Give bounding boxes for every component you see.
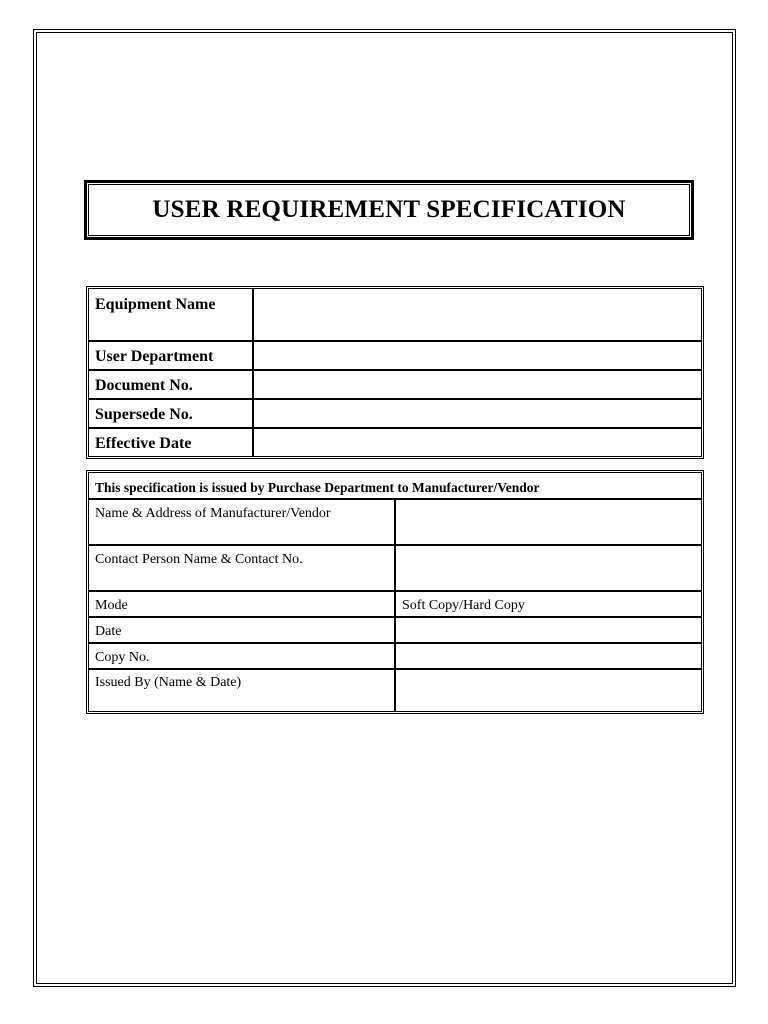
- document-no-value[interactable]: [253, 370, 702, 399]
- user-department-value[interactable]: [253, 341, 702, 370]
- table-row: [88, 669, 702, 712]
- issued-by-value[interactable]: [395, 669, 702, 712]
- contact-person-label: Contact Person Name & Contact No.: [88, 545, 395, 591]
- table-row: [88, 591, 702, 617]
- table-row: [88, 341, 702, 370]
- equipment-name-value[interactable]: [253, 288, 702, 341]
- document-no-label: Document No.: [88, 370, 253, 399]
- copy-no-value[interactable]: [395, 643, 702, 669]
- document-title: USER REQUIREMENT SPECIFICATION: [152, 196, 626, 223]
- table-row: [88, 472, 702, 499]
- equipment-info-table: [86, 286, 704, 459]
- equipment-name-label: Equipment Name: [88, 288, 253, 341]
- date-label: Date: [88, 617, 395, 643]
- table-row: [88, 545, 702, 591]
- supersede-no-value[interactable]: [253, 399, 702, 428]
- issued-by-label: Issued By (Name & Date): [88, 669, 395, 712]
- effective-date-label: Effective Date: [88, 428, 253, 457]
- issue-table-header: This specification is issued by Purchase Department to Manufacturer/Vendor: [88, 472, 702, 499]
- title-box: [84, 180, 694, 240]
- effective-date-value[interactable]: [253, 428, 702, 457]
- table-row: [88, 370, 702, 399]
- table-row: [88, 499, 702, 545]
- manufacturer-address-value[interactable]: [395, 499, 702, 545]
- table-row: [88, 617, 702, 643]
- copy-no-label: Copy No.: [88, 643, 395, 669]
- table-row: [88, 399, 702, 428]
- supersede-no-label: Supersede No.: [88, 399, 253, 428]
- manufacturer-address-label: Name & Address of Manufacturer/Vendor: [88, 499, 395, 545]
- contact-person-value[interactable]: [395, 545, 702, 591]
- mode-label: Mode: [88, 591, 395, 617]
- mode-value[interactable]: Soft Copy/Hard Copy: [395, 591, 702, 617]
- date-value[interactable]: [395, 617, 702, 643]
- user-department-label: User Department: [88, 341, 253, 370]
- issue-info-table: [86, 470, 704, 714]
- table-row: [88, 643, 702, 669]
- table-row: [88, 428, 702, 457]
- table-row: [88, 288, 702, 341]
